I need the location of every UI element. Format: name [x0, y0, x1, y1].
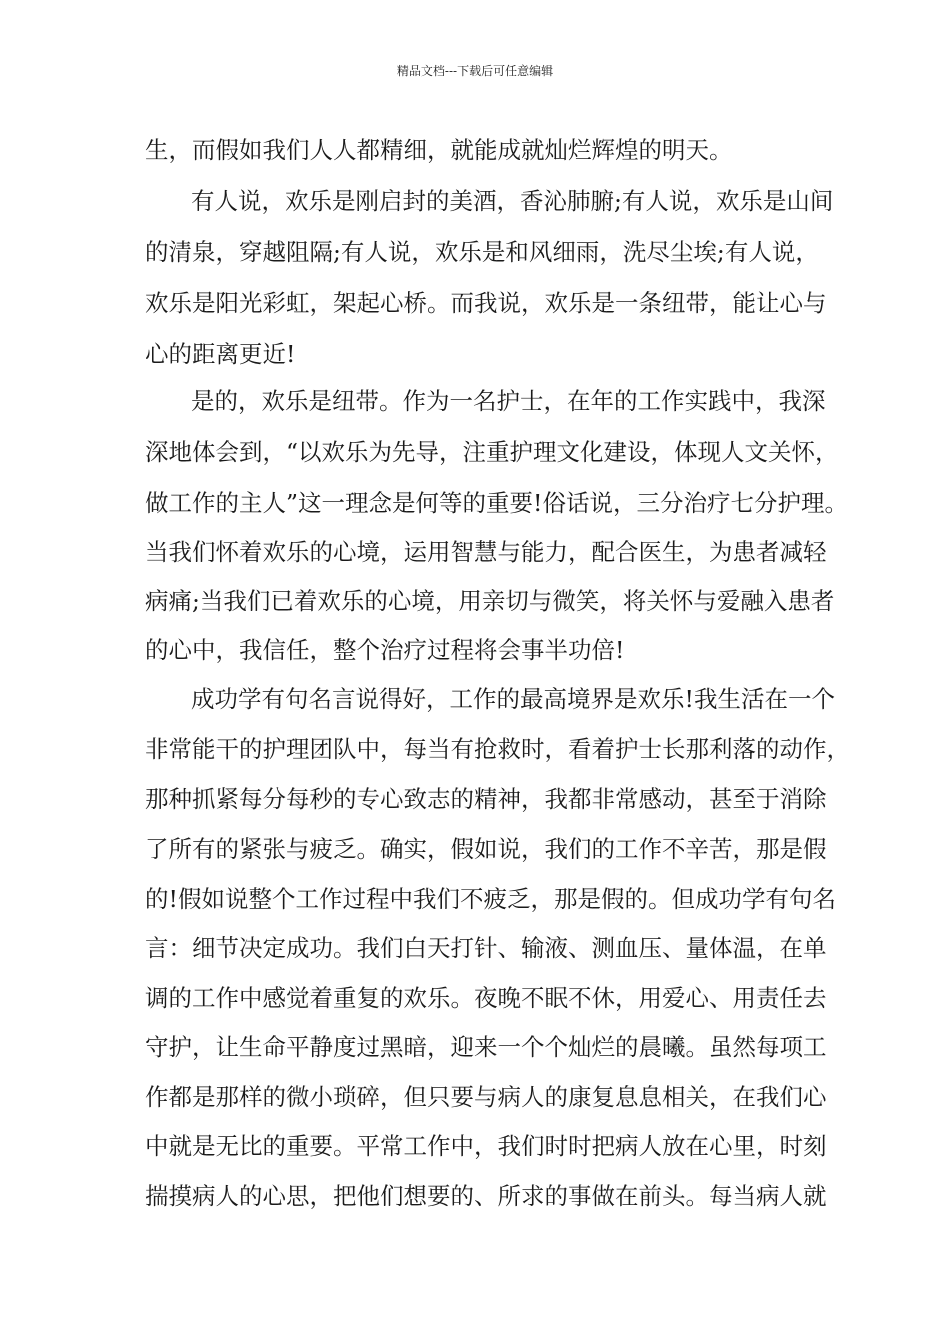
- page-header: 精品文档---下载后可任意编辑: [396, 64, 554, 78]
- text-line: 欢乐是阳光彩虹，架起心桥。而我说，欢乐是一条纽带，能让心与: [145, 289, 827, 317]
- text-line: 成功学有句名言说得好，工作的最高境界是欢乐!我生活在一个: [191, 685, 835, 713]
- text-line: 生，而假如我们人人都精细，就能成就灿烂辉煌的明天。: [145, 136, 733, 164]
- text-line: 的心中，我信任，整个治疗过程将会事半功倍!: [145, 636, 625, 664]
- text-line: 调的工作中感觉着重复的欢乐。夜晚不眠不休，用爱心、用责任去: [145, 984, 827, 1012]
- text-line: 揣摸病人的心思，把他们想要的、所求的事做在前头。每当病人就: [145, 1182, 827, 1210]
- text-line: 做工作的主人”这一理念是何等的重要!俗话说，三分治疗七分护理。: [145, 489, 848, 517]
- text-line: 当我们怀着欢乐的心境，运用智慧与能力，配合医生，为患者减轻: [145, 538, 827, 566]
- text-line: 是的，欢乐是纽带。作为一名护士，在年的工作实践中，我深: [191, 387, 826, 415]
- text-line: 中就是无比的重要。平常工作中，我们时时把病人放在心里，时刻: [145, 1132, 827, 1160]
- text-line: 守护，让生命平静度过黑暗，迎来一个个灿烂的晨曦。虽然每项工: [145, 1033, 827, 1061]
- text-line: 心的距离更近!: [145, 340, 296, 368]
- text-line: 的清泉，穿越阻隔;有人说，欢乐是和风细雨，洗尽尘埃;有人说，: [145, 238, 819, 266]
- text-line: 了所有的紧张与疲乏。确实，假如说，我们的工作不辛苦，那是假: [145, 835, 827, 863]
- text-line: 作都是那样的微小琐碎，但只要与病人的康复息息相关，在我们心: [145, 1083, 827, 1111]
- text-line: 的!假如说整个工作过程中我们不疲乏，那是假的。但成功学有句名: [145, 885, 836, 913]
- text-line: 言：细节决定成功。我们白天打针、输液、测血压、量体温，在单: [145, 934, 827, 962]
- text-line: 那种抓紧每分每秒的专心致志的精神，我都非常感动，甚至于消除: [145, 785, 827, 813]
- text-line: 非常能干的护理团队中，每当有抢救时，看着护士长那利落的动作，: [145, 735, 850, 763]
- text-line: 深地体会到，“以欢乐为先导，注重护理文化建设，体现人文关怀，: [145, 438, 839, 466]
- text-line: 有人说，欢乐是刚启封的美酒，香沁肺腑;有人说，欢乐是山间: [191, 187, 834, 215]
- text-line: 病痛;当我们已着欢乐的心境，用亲切与微笑，将关怀与爱融入患者: [145, 587, 835, 615]
